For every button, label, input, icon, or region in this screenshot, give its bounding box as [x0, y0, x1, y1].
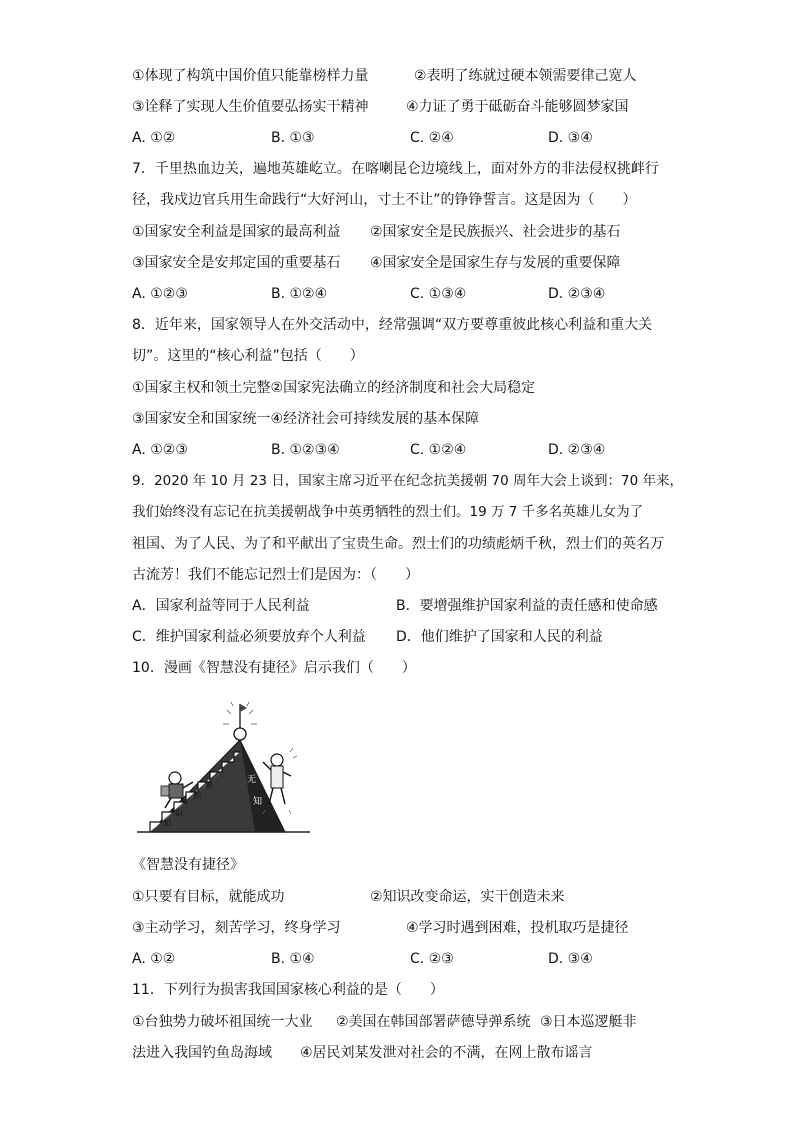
- step-label-1: 知: [163, 819, 171, 828]
- step-label-3: 积: [193, 791, 201, 800]
- q9-stem-line-2: 我们始终没有忘记在抗美援朝战争中英勇牺牲的烈士们。19 万 7 千多名英雄儿女为了: [132, 504, 644, 520]
- q7-option-a: A. ①②③: [132, 286, 188, 302]
- q10-stem: 10．漫画《智慧没有捷径》启示我们（ ）: [132, 660, 416, 676]
- q9-option-a: A．国家利益等同于人民利益: [132, 598, 310, 614]
- q8-stem-line-1: 8．近年来，国家领导人在外交活动中，经常强调“双方要尊重彼此核心利益和重大关: [132, 317, 653, 333]
- q7-item-3: ③国家安全是安邦定国的重要基石: [132, 255, 341, 271]
- q10-option-c: C. ②③: [410, 951, 454, 967]
- q10-item-4: ④学习时遇到困难，投机取巧是捷径: [406, 920, 629, 936]
- q9-option-d: D．他们维护了国家和人民的利益: [396, 629, 603, 645]
- q8-option-b: B. ①②③④: [271, 442, 340, 458]
- q11-item-3: ③日本巡逻艇非: [540, 1014, 637, 1030]
- q10-option-a: A. ①②: [132, 951, 176, 967]
- q7-stem-line-2: 径，我戍边官兵用生命践行“大好河山，寸土不让”的铮铮誓言。这是因为（ ）: [132, 192, 637, 208]
- slope-label-2: 知: [253, 797, 263, 807]
- q7-item-1: ①国家安全利益是国家的最高利益: [132, 224, 341, 240]
- q7-option-c: C. ①③④: [410, 286, 467, 302]
- q8-stem-line-2: 切”。这里的“核心利益”包括（ ）: [132, 348, 364, 364]
- q8-items-line-2: ③国家安全和国家统一④经济社会可持续发展的基本保障: [132, 411, 480, 427]
- q10-option-d: D. ③④: [548, 951, 593, 967]
- q10-item-2: ②知识改变命运，实干创造未来: [370, 889, 565, 905]
- q9-stem-line-3: 祖国、为了人民、为了和平献出了宝贵生命。烈士们的功绩彪炳千秋，烈士们的英名万: [132, 536, 664, 552]
- q6-option-b: B. ①③: [271, 130, 315, 146]
- q7-option-b: B. ①②④: [271, 286, 328, 302]
- q11-item-4: ④居民刘某发泄对社会的不满，在网上散布谣言: [300, 1045, 593, 1061]
- q11-item-2: ②美国在韩国部署萨德导弹系统: [336, 1014, 531, 1030]
- q9-stem-line-1: 9．2020 年 10 月 23 日，国家主席习近平在纪念抗美援朝 70 周年大会上谈到：70 年来，: [132, 473, 683, 489]
- q6-option-d: D. ③④: [548, 130, 593, 146]
- q7-item-2: ②国家安全是民族振兴、社会进步的基石: [370, 224, 621, 240]
- q6-item-3: ③诠释了实现人生价值要弘扬实干精神: [132, 99, 369, 115]
- q6-item-2: ②表明了练就过硬本领需要律己宽人: [414, 68, 637, 84]
- q10-item-3: ③主动学习，刻苦学习，终身学习: [132, 920, 341, 936]
- q6-option-c: C. ②④: [410, 130, 454, 146]
- q8-option-d: D. ②③④: [548, 442, 606, 458]
- q7-item-4: ④国家安全是国家生存与发展的重要保障: [370, 255, 621, 271]
- q10-option-b: B. ①④: [271, 951, 315, 967]
- q8-items-line-1: ①国家主权和领土完整②国家宪法确立的经济制度和社会大局稳定: [132, 380, 536, 396]
- q6-option-a: A. ①②: [132, 130, 176, 146]
- q7-stem-line-1: 7．千里热血边关，遍地英雄屹立。在喀喇昆仑边境线上，面对外方的非法侵权挑衅行: [132, 161, 659, 177]
- q6-item-4: ④力证了勇于砥砺奋斗能够圆梦家国: [406, 99, 629, 115]
- q9-option-b: B．要增强维护国家利益的责任感和使命感: [396, 598, 658, 614]
- q8-option-a: A. ①②③: [132, 442, 188, 458]
- cartoon-figure: [135, 700, 315, 840]
- step-label-4: 累: [205, 781, 213, 790]
- q11-stem: 11．下列行为损害我国国家核心利益的是（ ）: [132, 982, 444, 998]
- q11-item-1: ①台独势力破坏祖国统一大业: [132, 1014, 313, 1030]
- q10-caption: 《智慧没有捷径》: [132, 857, 244, 873]
- q9-stem-line-4: 古流芳！我们不能忘记烈士们是因为：（ ）: [132, 567, 419, 583]
- q11-item-3-cont: 法进入我国钓鱼岛海域: [132, 1045, 272, 1061]
- q9-option-c: C．维护国家利益必须要放弃个人利益: [132, 629, 366, 645]
- q10-item-1: ①只要有目标，就能成功: [132, 889, 285, 905]
- q8-option-c: C. ①②④: [410, 442, 467, 458]
- q6-item-1: ①体现了构筑中国价值只能靠榜样力量: [132, 68, 369, 84]
- q7-option-d: D. ②③④: [548, 286, 606, 302]
- slope-label-1: 无: [247, 775, 257, 785]
- step-label-2: 识: [175, 809, 183, 818]
